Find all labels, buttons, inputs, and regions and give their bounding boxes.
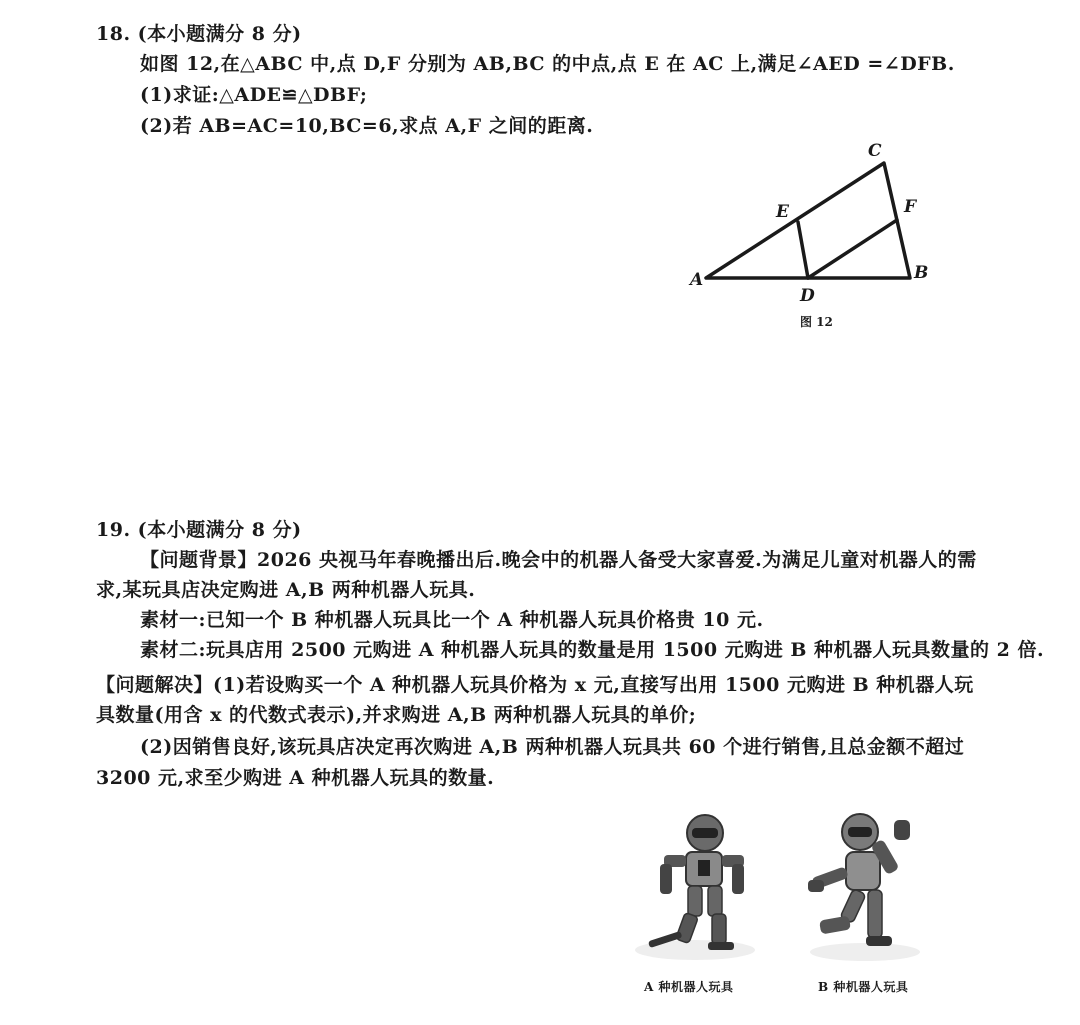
robot-a-caption: A 种机器人玩具: [644, 980, 734, 994]
triangle-abc: [706, 163, 910, 278]
q19-material-1: 素材一:已知一个 B 种机器人玩具比一个 A 种机器人玩具价格贵 10 元.: [140, 609, 764, 631]
q19-solve-line2: 具数量(用含 x 的代数式表示),并求购进 A,B 两种机器人玩具的单价;: [96, 704, 697, 726]
q18-part1: (1)求证:△ADE≌△DBF;: [140, 84, 368, 106]
q18-part2: (2)若 AB=AC=10,BC=6,求点 A,F 之间的距离.: [140, 115, 594, 137]
q19-background-line1: 【问题背景】2026 央视马年春晚播出后.晚会中的机器人备受大家喜爱.为满足儿童对机器人的需: [140, 549, 977, 571]
q18-stem: 如图 12,在△ABC 中,点 D,F 分别为 AB,BC 的中点,点 E 在 AC 上,满足∠AED =∠DFB.: [140, 53, 955, 75]
label-c: C: [868, 141, 882, 161]
figure-caption: 图 12: [800, 315, 833, 329]
label-a: A: [690, 270, 704, 290]
robot-a-image: [620, 800, 760, 970]
robot-b-caption: B 种机器人玩具: [818, 980, 909, 994]
segment-de: [798, 222, 808, 278]
q19-part2-line2: 3200 元,求至少购进 A 种机器人玩具的数量.: [96, 767, 495, 789]
q19-header: 19. (本小题满分 8 分): [96, 519, 302, 541]
label-e: E: [776, 202, 789, 222]
label-d: D: [800, 286, 815, 306]
segment-df: [808, 220, 897, 278]
q19-material-2: 素材二:玩具店用 2500 元购进 A 种机器人玩具的数量是用 1500 元购进 B 种机器人玩具数量的 2 倍.: [140, 639, 1045, 661]
label-f: F: [904, 197, 917, 217]
figure-12: [680, 130, 950, 340]
q19-part2-line1: (2)因销售良好,该玩具店决定再次购进 A,B 两种机器人玩具共 60 个进行销售,且总金额不超过: [140, 736, 965, 758]
robot-b-image: [790, 800, 940, 970]
label-b: B: [914, 263, 929, 283]
q19-solve-line1: 【问题解决】(1)若设购买一个 A 种机器人玩具价格为 x 元,直接写出用 1500 元购进 B 种机器人玩: [96, 674, 974, 696]
q19-background-line2: 求,某玩具店决定购进 A,B 两种机器人玩具.: [96, 579, 476, 601]
q18-header: 18. (本小题满分 8 分): [96, 23, 302, 45]
